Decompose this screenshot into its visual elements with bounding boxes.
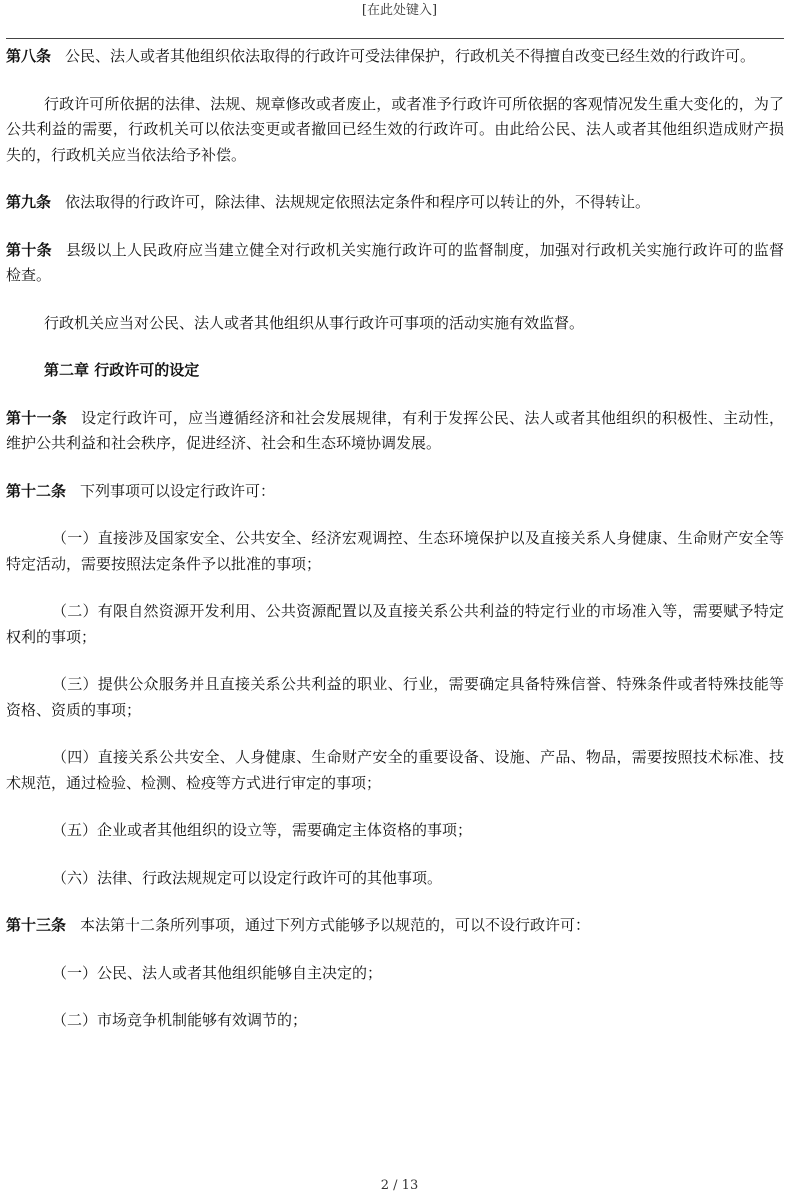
article-text: 依法取得的行政许可，除法律、法规规定依照法定条件和程序可以转让的外，不得转让。 xyxy=(65,193,651,211)
article-label: 第十条 xyxy=(6,240,52,259)
article-text: 县级以上人民政府应当建立健全对行政机关实施行政许可的监督制度，加强对行政机关实施行政许可的监督检查。 xyxy=(6,240,784,284)
list-item: （五）企业或者其他组织的设立等，需要确定主体资格的事项； xyxy=(52,821,473,839)
page-header: [在此处键入] xyxy=(361,3,438,18)
article-13 xyxy=(6,913,784,939)
article-12 xyxy=(6,479,784,505)
list-item: （六）法律、行政法规规定可以设定行政许可的其他事项。 xyxy=(52,868,443,887)
list-item: （三）提供公众服务并且直接关系公共利益的职业、行业，需要确定具备特殊信誉、特殊条件或者特殊技能等资格、资质的事项； xyxy=(6,675,784,719)
list-item: （一）直接涉及国家安全、公共安全、经济宏观调控、生态环境保护以及直接关系人身健康、生命财产安全等特定活动，需要按照法定条件予以批准的事项； xyxy=(6,529,784,573)
page-number: 2 / 13 xyxy=(380,1178,419,1193)
article-text: 公民、法人或者其他组织依法取得的行政许可受法律保护，行政机关不得擅自改变已经生效的行政许可。 xyxy=(65,47,756,65)
article-label: 第十三条 xyxy=(6,916,67,934)
article-text: 设定行政许可，应当遵循经济和社会发展规律，有利于发挥公民、法人或者其他组织的积极性、主动性，维护公共利益和社会秩序，促进经济、社会和生态环境协调发展。 xyxy=(6,408,784,452)
list-item: （四）直接关系公共安全、人身健康、生命财产安全的重要设备、设施、产品、物品，需要按照技术标准、技术规范，通过检验、检测、检疫等方式进行审定的事项； xyxy=(6,748,784,792)
article-text: 本法第十二条所列事项，通过下列方式能够予以规范的，可以不设行政许可： xyxy=(80,916,591,934)
article-label: 第十一条 xyxy=(6,408,68,427)
article-label: 第十二条 xyxy=(6,481,67,500)
document-body xyxy=(6,44,784,1056)
article-10-para-2: 行政机关应当对公民、法人或者其他组织从事行政许可事项的活动实施有效监督。 xyxy=(44,313,585,332)
list-item: （二）市场竞争机制能够有效调节的； xyxy=(52,1011,308,1029)
article-11 xyxy=(6,406,784,457)
article-8-para-2: 行政许可所依据的法律、法规、规章修改或者废止，或者准予行政许可所依据的客观情况发生重大变化的，为了公共利益的需要，行政机关可以依法变更或者撤回已经生效的行政许可。由此给公民、法人或者其他组织造成财产损失的，行政机关应当依法给予补偿。 xyxy=(6,94,784,164)
article-10 xyxy=(6,238,784,289)
article-8 xyxy=(6,44,784,70)
header-divider xyxy=(6,38,784,39)
chapter-heading: 第二章 行政许可的设定 xyxy=(44,361,200,379)
list-item: （二）有限自然资源开发利用、公共资源配置以及直接关系公共利益的特定行业的市场准入等，需要赋予特定权利的事项； xyxy=(6,602,784,646)
article-9 xyxy=(6,190,784,216)
article-label: 第八条 xyxy=(6,47,52,65)
article-text: 下列事项可以设定行政许可： xyxy=(80,481,276,500)
article-label: 第九条 xyxy=(6,193,52,211)
list-item: （一）公民、法人或者其他组织能够自主决定的； xyxy=(52,963,383,982)
